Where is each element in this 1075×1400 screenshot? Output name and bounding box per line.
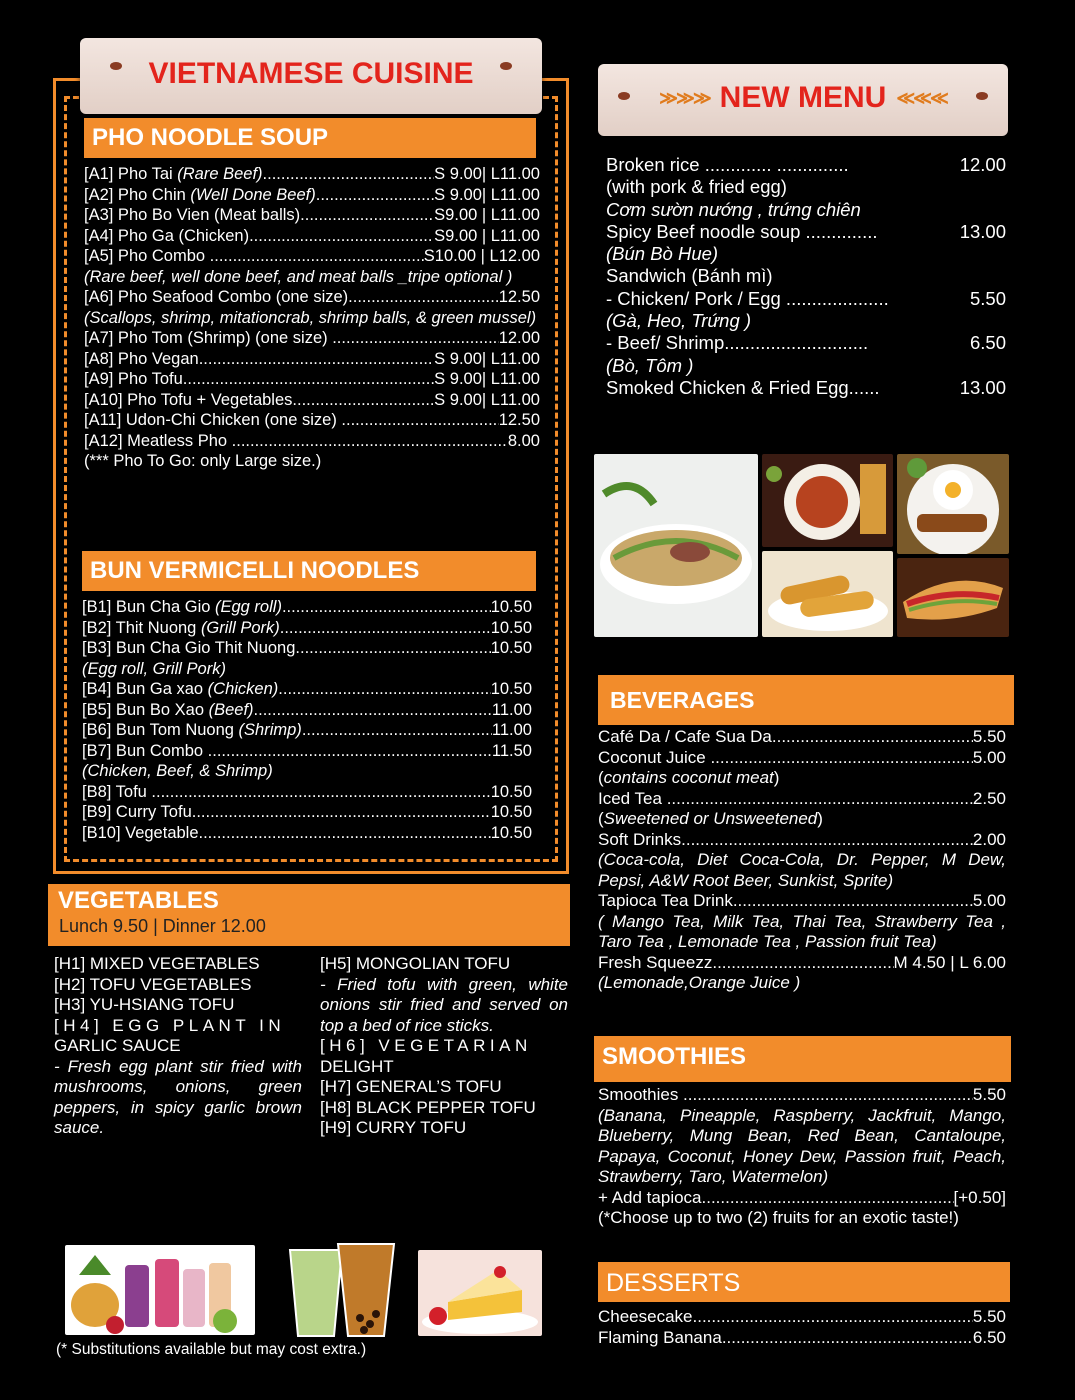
substitutions-note: (* Substitutions available but may cost extra.) [56,1341,367,1358]
item-name: [A12] Meatless Pho [84,431,232,450]
item-name: [A4] Pho Ga (Chicken) [84,226,250,245]
menu-item [82,782,532,803]
item-name: [A2] Pho Chin [84,185,191,204]
beverages-list [598,727,1006,994]
menu-item-name [598,727,973,748]
new-menu-item [606,355,1006,377]
menu-item-name [82,741,492,762]
menu-note: (Egg roll, Grill Pork) [82,659,226,678]
menu-text: [H7] GENERAL’S TOFU [320,1077,502,1096]
menu-item-name [82,618,491,639]
menu-item [84,431,540,452]
menu-item-name [82,700,492,721]
item-price: 5.50 [972,1085,1006,1104]
vegetables-column-left [54,954,302,1139]
new-menu-list [606,154,1006,399]
item-name: (Bò, Tôm ) [606,354,694,376]
menu-item [84,390,540,411]
menu-text: [H2] TOFU VEGETABLES [54,974,252,994]
menu-item [598,1328,1006,1349]
menu-note: (Lemonade,Orange Juice ) [598,973,801,992]
item-name: [A1] Pho Tai [84,165,178,183]
item-price: 5.50 [972,1307,1006,1326]
menu-item [82,618,532,639]
item-price: S 9.00| L11.00 [434,185,540,204]
menu-item [82,741,532,762]
bun-dish-photo [762,454,893,547]
bun-header: BUN VERMICELLI NOODLES [82,551,536,591]
item-name: - Chicken/ Pork / Egg .................... [606,287,889,309]
item-price: S10.00 | L12.00 [423,247,540,265]
note-paren: ) [817,809,823,828]
item-name: Tapioca Tea Drink [598,891,733,910]
new-menu-item [606,221,1006,243]
menu-item-name [598,830,973,851]
item-name: - Beef/ Shrimp............................ [606,332,869,354]
item-description: (Chicken) [207,680,279,698]
pho-header: PHO NOODLE SOUP [84,118,536,158]
item-price: 10.50 [490,782,532,801]
menu-item-name [82,782,491,803]
item-price: 5.00 [972,891,1006,910]
menu-item [598,1307,1006,1328]
item-name: Smoothies [598,1085,684,1104]
menu-item [598,727,1006,748]
menu-item [82,597,532,618]
item-name: Broken rice ............. .............. [606,154,849,175]
menu-item [84,246,540,267]
menu-text: [H3] YU-HSIANG TOFU [54,995,235,1014]
item-name: Iced Tea [598,788,667,808]
item-price: S 9.00| L11.00 [434,349,540,368]
menu-item [84,185,540,206]
item-price: 13.00 [959,220,1006,242]
menu-item-name [84,328,499,349]
note-paren: ( [598,809,604,828]
item-price: 10.50 [490,803,532,821]
menu-item [84,205,540,226]
menu-text: DELIGHT [320,1056,394,1076]
smoothies-header: SMOOTHIES [594,1036,1011,1082]
menu-item [84,164,540,185]
item-name: [A3] Pho Bo Vien (Meat balls) [84,206,301,224]
menu-item-name [598,1307,973,1328]
vegetables-header [48,884,570,946]
item-name: [A5] Pho Combo [84,247,210,265]
item-price: 6.50 [972,1327,1006,1347]
menu-item [84,349,540,370]
new-menu-item [606,310,1006,332]
nail-icon [110,62,122,70]
page-title: VIETNAMESE CUISINE [148,57,474,90]
menu-note: (Chicken, Beef, & Shrimp) [82,762,273,780]
item-name: Soft Drinks [598,829,682,849]
item-name: Flaming Banana [598,1327,722,1347]
bubble-tea-photo [272,1238,408,1338]
item-price: M 4.50 | L 6.00 [893,952,1006,972]
menu-item [598,830,1006,851]
new-menu-item [606,265,1006,287]
item-name: Spicy Beef noodle soup .............. [606,220,878,242]
item-name: [B8] Tofu [82,782,152,801]
item-price: 10.50 [490,680,532,698]
menu-item [84,226,540,247]
menu-item [598,1188,1006,1209]
item-name: [B5] Bun Bo Xao [82,700,209,719]
note-text: Sweetened or Unsweetened [603,809,818,828]
menu-note [598,768,1006,789]
item-price: S9.00 | L11.00 [434,226,540,245]
item-name: [B9] Curry Tofu [82,803,192,821]
menu-text: (*Choose up to two (2) fruits for an exotic taste!) [598,1208,959,1227]
item-name: (Gà, Heo, Trứng ) [606,310,752,332]
menu-text: [H4] EGG PLANT IN [54,1015,286,1035]
desserts-list [598,1307,1006,1348]
new-menu-title: NEW MENU [719,81,887,114]
desserts-header: DESSERTS [598,1262,1010,1302]
menu-item-name [84,246,424,267]
egg-rolls-photo [762,551,893,637]
pho-list [84,164,540,472]
item-name: Smoked Chicken & Fried Egg...... [606,376,880,398]
new-menu-item [606,176,1006,198]
item-name: [B4] Bun Ga xao [82,680,208,698]
item-name: Cheesecake [598,1307,693,1326]
item-name: (with pork & fried egg) [606,176,787,198]
item-description: (Well Done Beef) [190,185,316,204]
item-price: 6.50 [969,332,1006,354]
menu-item [82,679,532,700]
menu-item [82,823,532,844]
item-price: S9.00 | L11.00 [434,206,540,224]
menu-note: (Rare beef, well done beef, and meat balls _tripe optional ) [84,267,513,286]
menu-item-name [598,891,973,912]
item-name: Coconut Juice [598,747,711,767]
item-name: Café Da / Cafe Sua Da [598,727,772,746]
beverages-header: BEVERAGES [598,675,1014,725]
menu-item [82,720,532,741]
note-paren: ( [598,768,604,787]
item-name: [B1] Bun Cha Gio [82,598,215,616]
item-description: (Shrimp) [238,721,302,739]
menu-item [598,891,1006,912]
menu-item [84,287,540,308]
menu-item [84,328,540,349]
item-price: [+0.50] [953,1187,1006,1207]
menu-text: [H9] CURRY TOFU [320,1118,467,1137]
item-description: (Egg roll) [215,598,282,616]
item-price: 2.00 [972,829,1006,849]
menu-text: [H5] MONGOLIAN TOFU [320,954,511,973]
item-price: 13.00 [959,376,1006,398]
menu-item-name [84,349,434,370]
item-name: [B3] Bun Cha Gio Thit Nuong [82,639,296,657]
item-price: 5.00 [972,747,1006,767]
banh-mi-photo [897,558,1009,637]
menu-item-name [84,287,499,308]
item-description: (Grill Pork) [200,618,280,637]
item-price: 10.50 [490,598,532,616]
new-menu-plank [598,64,1008,136]
new-menu-item [606,332,1006,354]
menu-text: [H8] BLACK PEPPER TOFU [320,1097,536,1117]
broken-rice-photo [897,454,1009,554]
item-price: 11.00 [491,700,532,719]
menu-item [598,748,1006,769]
item-price: 11.50 [491,741,532,760]
item-name: [A9] Pho Tofu [84,370,183,388]
menu-note: (Banana, Pineapple, Raspberry, Jackfruit, Mango, Blueberry, Mung Bean, Red Bean, Cantaloupe, Papaya, Coconut, Honey Dew, Passion fruit, Peach, Strawberry, Taro, Watermelon) [598,1105,1006,1186]
menu-item-name [84,431,508,452]
menu-item [82,638,532,659]
menu-note: - Fresh egg plant stir fried with mushrooms, onions, green peppers, in spicy garlic brown sauce. [54,1056,302,1137]
bun-list [82,597,532,843]
item-name: [A6] Pho Seafood Combo (one size) [84,288,349,306]
item-description: (Rare Beef) [177,165,263,183]
item-price: 2.50 [972,788,1006,808]
item-price: 10.50 [490,639,532,657]
header-plank [80,38,542,114]
note-text: contains coconut meat [603,768,774,787]
item-name: [B10] Vegetable [82,823,199,842]
menu-item-name [82,720,492,741]
nail-icon [500,62,512,70]
menu-text: GARLIC SAUCE [54,1036,181,1055]
menu-item-name [82,802,491,823]
menu-item [598,789,1006,810]
menu-note: ( Mango Tea, Milk Tea, Thai Tea, Strawberry Tea , Taro Tea , Lemonade Tea , Passion fruit Tea) [598,911,1006,951]
menu-note: (Coca-cola, Diet Coca-Cola, Dr. Pepper, M Dew, Pepsi, A&W Root Beer, Sunkist, Sprite) [598,850,1006,890]
item-price: 12.00 [498,329,540,347]
menu-item-name [82,638,491,659]
menu-item-name [598,748,973,769]
vegetables-column-right [320,954,568,1139]
item-price: 10.50 [490,618,532,637]
menu-item-name [598,1188,954,1209]
item-name: [A7] Pho Tom (Shrimp) (one size) [84,329,333,347]
item-name: [A10] Pho Tofu + Vegetables [84,390,293,409]
item-name: (Bún Bò Hue) [606,243,719,265]
menu-text: [H1] MIXED VEGETABLES [54,954,260,973]
menu-item-name [84,185,434,206]
item-name: Fresh Squeezz [598,952,713,972]
menu-item-name [84,390,434,411]
note-paren: ) [773,768,780,787]
menu-note: - Fried tofu with green, white onions stir fried and served on top a bed of rice sticks. [320,974,568,1035]
menu-item [82,700,532,721]
wheat-icon: ≫≫≫ [659,88,710,108]
item-price: S 9.00| L11.00 [434,165,540,183]
cheesecake-photo [418,1250,542,1336]
new-menu-title-row [598,64,1008,124]
new-menu-item [606,377,1006,399]
smoothies-photo [65,1245,255,1335]
item-name: [B7] Bun Combo [82,741,208,760]
item-price: 5.50 [972,727,1006,746]
item-name: [B2] Thit Nuong [82,618,201,637]
item-price: 10.50 [490,823,532,842]
item-name: + Add tapioca [598,1187,702,1207]
item-price: S 9.00| L11.00 [434,390,540,409]
menu-item-name [82,823,491,844]
vegetables-title: VEGETABLES [58,887,219,914]
wheat-icon: ≪≪≪ [896,88,947,108]
item-name: Cơm sườn nướng , trứng chiên [606,198,861,220]
menu-item [598,1085,1006,1106]
nail-icon [618,92,630,100]
menu-text: [H6] VEGETARIAN [320,1036,532,1055]
menu-item-name [84,205,434,226]
menu-item-name [84,226,434,247]
item-description: (Beef) [208,700,254,719]
menu-item-name [598,1328,973,1349]
menu-item [598,953,1006,974]
menu-item-name [598,789,973,810]
menu-item-name [82,679,491,700]
item-name: [A11] Udon-Chi Chicken (one size) [84,411,342,429]
smoothies-list [598,1085,1006,1229]
new-menu-item [606,199,1006,221]
menu-item-name [598,1085,973,1106]
menu-item-name [82,597,491,618]
item-price: S 9.00| L11.00 [434,370,540,388]
item-price: 8.00 [507,431,540,450]
menu-note: (Scallops, shrimp, mitationcrab, shrimp balls, & green mussel) [84,308,537,327]
menu-item [82,802,532,823]
menu-note [598,809,1006,830]
menu-item-name [598,953,894,974]
item-name: Sandwich (Bánh mì) [606,265,773,287]
menu-item-name [84,164,434,185]
item-price: 12.50 [498,288,540,306]
item-price: 12.00 [959,154,1006,175]
new-menu-item [606,243,1006,265]
vegetables-subtitle: Lunch 9.50 | Dinner 12.00 [59,916,266,936]
menu-item [84,410,540,431]
new-menu-item [606,154,1006,176]
pho-bowl-photo [594,454,758,637]
menu-item-name [84,369,434,390]
menu-text: (*** Pho To Go: only Large size.) [84,452,322,470]
item-price: 12.50 [498,411,540,429]
item-name: [B6] Bun Tom Nuong [82,721,239,739]
item-price: 5.50 [969,287,1006,309]
item-name: [A8] Pho Vegan [84,349,199,368]
nail-icon [976,92,988,100]
new-menu-item [606,288,1006,310]
menu-item [84,369,540,390]
menu-item-name [84,410,499,431]
item-price: 11.00 [491,721,532,739]
